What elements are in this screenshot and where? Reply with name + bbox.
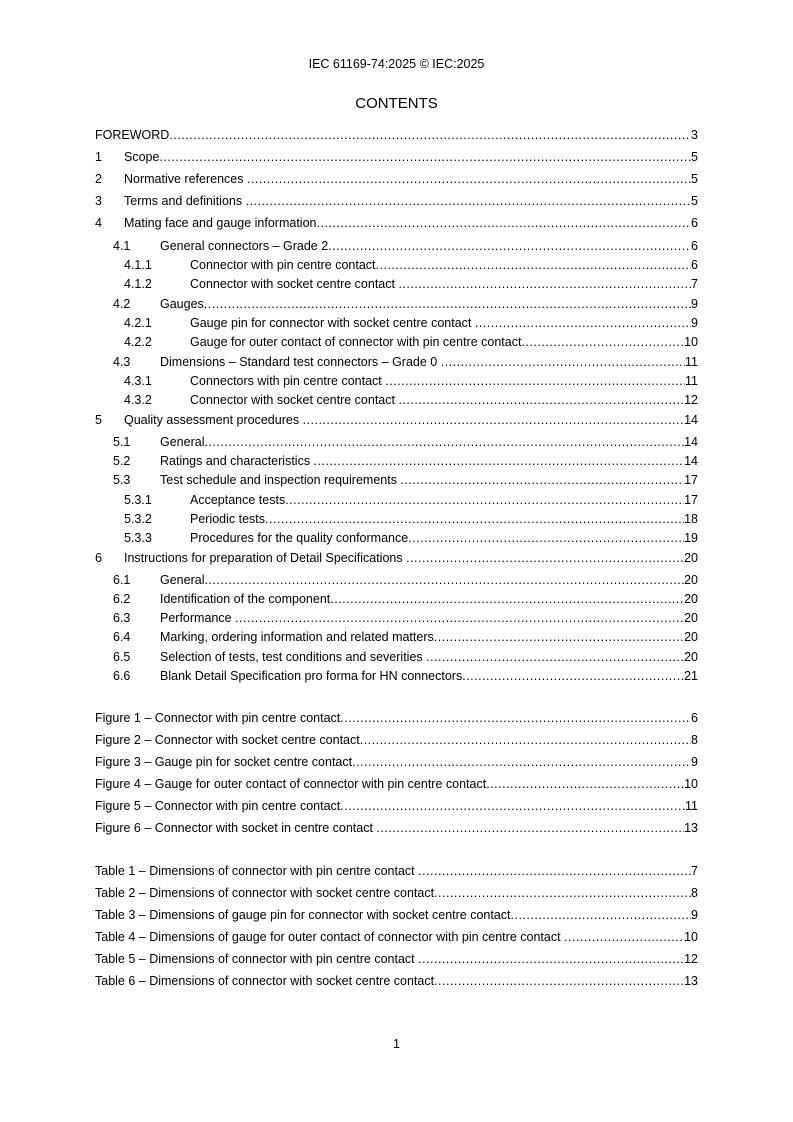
entry-label: Connector with socket centre contact xyxy=(190,277,399,291)
toc-entry[interactable] xyxy=(95,193,698,209)
toc-entry[interactable] xyxy=(95,257,698,273)
toc-entry[interactable] xyxy=(95,511,698,527)
entry-page-number: 11 xyxy=(685,374,698,388)
toc-entry-number: 6.3 xyxy=(113,611,131,625)
entry-label: Identification of the component xyxy=(160,592,331,606)
toc-entry-number: 5.1 xyxy=(113,435,131,449)
dot-leader xyxy=(204,572,684,588)
toc-entry-number: 6.6 xyxy=(113,669,131,683)
entry-page-number: 12 xyxy=(684,952,698,966)
dot-leader xyxy=(434,629,684,645)
entry-label: Test schedule and inspection requirements xyxy=(160,473,401,487)
entry-page-number: 17 xyxy=(684,473,698,487)
dot-leader xyxy=(511,907,692,923)
dot-leader xyxy=(406,550,684,566)
toc-entry[interactable] xyxy=(95,649,698,665)
toc-entry-number: 4.1 xyxy=(113,239,131,253)
entry-label: Connector with pin centre contact xyxy=(190,258,376,272)
figure-entry[interactable] xyxy=(95,754,698,770)
toc-entry-number: 4.2.2 xyxy=(124,335,152,349)
entry-page-number: 11 xyxy=(685,799,698,813)
entry-page-number: 14 xyxy=(684,435,698,449)
entry-label: Figure 4 – Gauge for outer contact of connector with pin centre contact xyxy=(95,777,487,791)
entry-page-number: 14 xyxy=(684,454,698,468)
dot-leader xyxy=(398,392,684,408)
entry-page-number: 9 xyxy=(691,316,698,330)
entry-label: Table 2 – Dimensions of connector with socket centre contact xyxy=(95,886,435,900)
dot-leader xyxy=(265,511,684,527)
entry-label: Table 4 – Dimensions of gauge for outer contact of connector with pin centre contact xyxy=(95,930,565,944)
figure-entry[interactable] xyxy=(95,776,698,792)
entry-page-number: 5 xyxy=(691,194,698,208)
entry-label: Figure 6 – Connector with socket in centre contact xyxy=(95,821,377,835)
toc-entry-number: 6 xyxy=(95,551,102,565)
table-entry[interactable] xyxy=(95,973,698,989)
toc-entry[interactable] xyxy=(95,629,698,645)
dot-leader xyxy=(521,334,684,350)
toc-entry-number: 2 xyxy=(95,172,102,186)
dot-leader xyxy=(360,732,691,748)
entry-label: Gauge pin for connector with socket centre contact xyxy=(190,316,475,330)
entry-label: FOREWORD xyxy=(95,128,170,142)
toc-entry-number: 6.1 xyxy=(113,573,131,587)
dot-leader xyxy=(314,453,685,469)
entry-page-number: 6 xyxy=(691,711,698,725)
entry-label: Performance xyxy=(160,611,236,625)
toc-entry-number: 6.5 xyxy=(113,650,131,664)
toc-entry-number: 4.3 xyxy=(113,355,131,369)
dot-leader xyxy=(376,257,692,273)
dot-leader xyxy=(317,215,692,231)
dot-leader xyxy=(418,951,684,967)
dot-leader xyxy=(352,754,691,770)
toc-entry[interactable] xyxy=(95,668,698,684)
page-number: 1 xyxy=(393,1037,400,1051)
toc-entry-number: 4.2.1 xyxy=(124,316,152,330)
toc-entry[interactable] xyxy=(95,215,698,231)
toc-entry-number: 6.4 xyxy=(113,630,131,644)
dot-leader xyxy=(328,238,691,254)
entry-page-number: 5 xyxy=(691,150,698,164)
dot-leader xyxy=(246,193,691,209)
dot-leader xyxy=(285,492,684,508)
dot-leader xyxy=(434,973,684,989)
entry-page-number: 8 xyxy=(691,733,698,747)
entry-label: Scope xyxy=(124,150,160,164)
entry-page-number: 13 xyxy=(684,974,698,988)
dot-leader xyxy=(247,171,691,187)
entry-page-number: 6 xyxy=(691,239,698,253)
entry-label: Table 5 – Dimensions of connector with pin centre contact xyxy=(95,952,419,966)
table-entry[interactable] xyxy=(95,863,698,879)
dot-leader xyxy=(303,412,685,428)
toc-entry[interactable] xyxy=(95,149,698,165)
dot-leader xyxy=(385,373,685,389)
figure-entry[interactable] xyxy=(95,732,698,748)
toc-entry[interactable] xyxy=(95,610,698,626)
entry-label: Dimensions – Standard test connectors – Grade 0 xyxy=(160,355,441,369)
dot-leader xyxy=(340,710,691,726)
dot-leader xyxy=(426,649,684,665)
toc-entry-number: 5.3.3 xyxy=(124,531,152,545)
entry-label: Marking, ordering information and related matters xyxy=(160,630,434,644)
toc-entry[interactable] xyxy=(95,334,698,350)
entry-label: Connector with socket centre contact xyxy=(190,393,399,407)
toc-entry-number: 4.3.2 xyxy=(124,393,152,407)
entry-page-number: 20 xyxy=(684,573,698,587)
entry-label: Acceptance tests xyxy=(190,493,286,507)
toc-entry[interactable] xyxy=(95,171,698,187)
entry-page-number: 18 xyxy=(684,512,698,526)
toc-entry-number: 4.1.1 xyxy=(124,258,152,272)
dot-leader xyxy=(204,296,691,312)
entry-label: Table 3 – Dimensions of gauge pin for connector with socket centre contact xyxy=(95,908,511,922)
toc-entry[interactable] xyxy=(95,238,698,254)
entry-page-number: 20 xyxy=(684,611,698,625)
toc-entry-number: 5.3.1 xyxy=(124,493,152,507)
figure-entry[interactable] xyxy=(95,798,698,814)
dot-leader xyxy=(564,929,684,945)
entry-page-number: 20 xyxy=(684,650,698,664)
dot-leader xyxy=(434,885,691,901)
entry-page-number: 7 xyxy=(691,864,698,878)
entry-label: General xyxy=(160,435,205,449)
entry-label: Table 6 – Dimensions of connector with socket centre contact xyxy=(95,974,435,988)
entry-label: Mating face and gauge information xyxy=(124,216,317,230)
entry-page-number: 20 xyxy=(684,592,698,606)
entry-page-number: 10 xyxy=(684,335,698,349)
dot-leader xyxy=(169,127,691,143)
toc-entry[interactable] xyxy=(95,296,698,312)
toc-entry-number: 5.2 xyxy=(113,454,131,468)
figure-entry[interactable] xyxy=(95,820,698,836)
toc-entry-number: 4.3.1 xyxy=(124,374,152,388)
entry-label: Selection of tests, test conditions and severities xyxy=(160,650,427,664)
entry-label: Quality assessment procedures xyxy=(124,413,303,427)
entry-page-number: 3 xyxy=(691,128,698,142)
entry-page-number: 21 xyxy=(684,669,698,683)
table-entry[interactable] xyxy=(95,929,698,945)
dot-leader xyxy=(462,668,684,684)
table-entry[interactable] xyxy=(95,885,698,901)
toc-entry-number: 4.2 xyxy=(113,297,131,311)
toc-entry-number: 3 xyxy=(95,194,102,208)
entry-page-number: 10 xyxy=(684,777,698,791)
dot-leader xyxy=(400,472,684,488)
toc-entry-number: 6.2 xyxy=(113,592,131,606)
dot-leader xyxy=(398,276,691,292)
entry-label: General connectors – Grade 2 xyxy=(160,239,329,253)
dot-leader xyxy=(376,820,684,836)
dot-leader xyxy=(235,610,684,626)
table-entry[interactable] xyxy=(95,907,698,923)
table-entry[interactable] xyxy=(95,951,698,967)
toc-entry[interactable] xyxy=(95,572,698,588)
entry-label: Gauges xyxy=(160,297,204,311)
entry-label: Procedures for the quality conformance xyxy=(190,531,409,545)
toc-entry-number: 4.1.2 xyxy=(124,277,152,291)
toc-entry[interactable] xyxy=(95,412,698,428)
toc-entry[interactable] xyxy=(95,354,698,370)
toc-entry[interactable] xyxy=(95,492,698,508)
entry-label: Connectors with pin centre contact xyxy=(190,374,386,388)
document-header: IEC 61169-74:2025 © IEC:2025 xyxy=(308,57,485,71)
entry-label: Blank Detail Specification pro forma for HN connectors xyxy=(160,669,463,683)
entry-page-number: 17 xyxy=(684,493,698,507)
dot-leader xyxy=(408,530,684,546)
entry-label: Ratings and characteristics xyxy=(160,454,314,468)
toc-entry-number: 5 xyxy=(95,413,102,427)
entry-page-number: 9 xyxy=(691,755,698,769)
entry-page-number: 6 xyxy=(691,216,698,230)
toc-entry[interactable] xyxy=(95,591,698,607)
entry-label: Gauge for outer contact of connector with pin centre contact xyxy=(190,335,522,349)
dot-leader xyxy=(475,315,691,331)
toc-entry-number: 5.3.2 xyxy=(124,512,152,526)
entry-label: Terms and definitions xyxy=(124,194,246,208)
dot-leader xyxy=(330,591,684,607)
entry-label: Figure 3 – Gauge pin for socket centre contact xyxy=(95,755,353,769)
toc-entry[interactable] xyxy=(95,434,698,450)
entry-page-number: 12 xyxy=(684,393,698,407)
toc-entry-number: 4 xyxy=(95,216,102,230)
entry-page-number: 20 xyxy=(684,551,698,565)
entry-page-number: 14 xyxy=(684,413,698,427)
dot-leader xyxy=(204,434,684,450)
entry-page-number: 5 xyxy=(691,172,698,186)
entry-label: Figure 5 – Connector with pin centre contact xyxy=(95,799,341,813)
toc-entry[interactable] xyxy=(95,550,698,566)
toc-entry[interactable] xyxy=(95,530,698,546)
dot-leader xyxy=(159,149,691,165)
toc-entry[interactable] xyxy=(95,373,698,389)
entry-page-number: 10 xyxy=(684,930,698,944)
entry-page-number: 7 xyxy=(691,277,698,291)
dot-leader xyxy=(441,354,685,370)
toc-entry[interactable] xyxy=(95,392,698,408)
entry-label: Instructions for preparation of Detail Specifications xyxy=(124,551,407,565)
entry-page-number: 19 xyxy=(684,531,698,545)
toc-entry[interactable] xyxy=(95,315,698,331)
dot-leader xyxy=(340,798,685,814)
toc-entry[interactable] xyxy=(95,453,698,469)
entry-page-number: 9 xyxy=(691,908,698,922)
dot-leader xyxy=(418,863,691,879)
entry-page-number: 8 xyxy=(691,886,698,900)
entry-page-number: 11 xyxy=(685,355,698,369)
figure-entry[interactable] xyxy=(95,710,698,726)
toc-entry[interactable] xyxy=(95,276,698,292)
entry-page-number: 13 xyxy=(684,821,698,835)
entry-page-number: 6 xyxy=(691,258,698,272)
entry-label: Figure 2 – Connector with socket centre contact xyxy=(95,733,360,747)
entry-page-number: 9 xyxy=(691,297,698,311)
entry-label: General xyxy=(160,573,205,587)
entry-label: Periodic tests xyxy=(190,512,266,526)
entry-page-number: 20 xyxy=(684,630,698,644)
toc-entry[interactable] xyxy=(95,472,698,488)
entry-label: Table 1 – Dimensions of connector with pin centre contact xyxy=(95,864,419,878)
dot-leader xyxy=(486,776,684,792)
toc-entry-number: 1 xyxy=(95,150,102,164)
page-title: CONTENTS xyxy=(355,95,438,112)
toc-entry[interactable] xyxy=(95,127,698,143)
entry-label: Normative references xyxy=(124,172,247,186)
entry-label: Figure 1 – Connector with pin centre contact xyxy=(95,711,341,725)
toc-entry-number: 5.3 xyxy=(113,473,131,487)
